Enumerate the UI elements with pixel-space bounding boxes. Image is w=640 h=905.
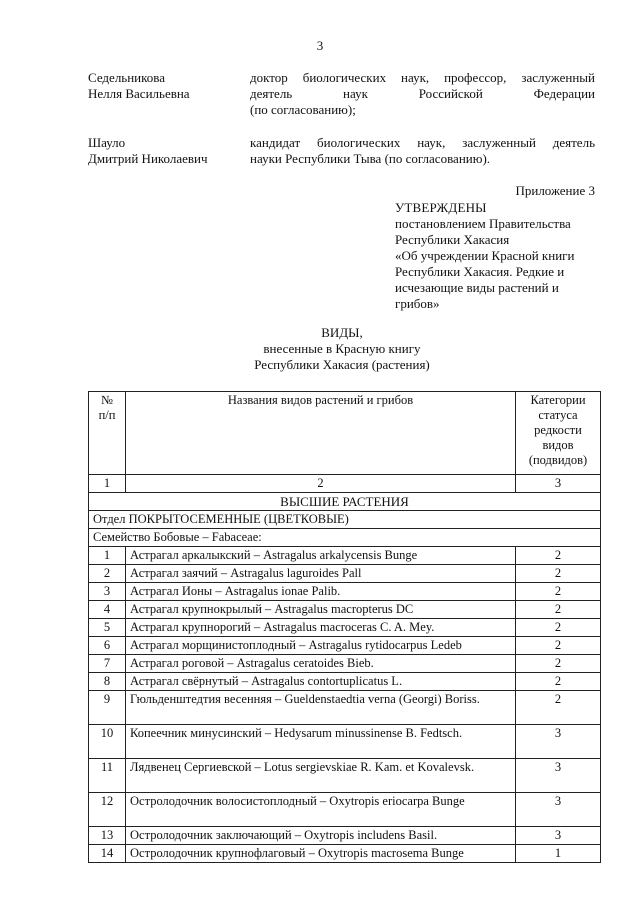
status-category: 2 bbox=[516, 655, 601, 673]
person-name bbox=[88, 70, 238, 102]
species-name: Астрагал морщинистоплодный – Astragalus rytidocarpus Ledeb bbox=[126, 637, 516, 655]
header-number bbox=[89, 392, 126, 475]
status-category: 1 bbox=[516, 845, 601, 863]
row-number: 8 bbox=[89, 673, 126, 691]
desc-line: деятель наук Российской Федерации bbox=[250, 86, 595, 101]
species-name: Копеечник минусинский – Hedysarum minussinense B. Fedtsch. bbox=[126, 725, 516, 759]
desc-line: (по согласованию); bbox=[250, 102, 356, 117]
status-category: 2 bbox=[516, 601, 601, 619]
species-name: Астрагал свёрнутый – Astragalus contortuplicatus L. bbox=[126, 673, 516, 691]
status-category: 3 bbox=[516, 827, 601, 845]
table-header-row bbox=[89, 392, 601, 475]
section-title: ВЫСШИЕ РАСТЕНИЯ bbox=[89, 493, 601, 511]
row-number: 4 bbox=[89, 601, 126, 619]
species-table bbox=[88, 391, 601, 863]
heading-line-2: внесенные в Красную книгу bbox=[263, 341, 421, 356]
column-number: 2 bbox=[126, 475, 516, 493]
table-row bbox=[89, 673, 601, 691]
row-number: 9 bbox=[89, 691, 126, 725]
species-name: Остролодочник заключающий – Oxytropis includens Basil. bbox=[126, 827, 516, 845]
division-title: Отдел ПОКРЫТОСЕМЕННЫЕ (ЦВЕТКОВЫЕ) bbox=[89, 511, 601, 529]
header-category-line: (подвидов) bbox=[528, 453, 588, 467]
person-surname: Седельникова bbox=[88, 70, 166, 85]
table-row bbox=[89, 691, 601, 725]
table-row bbox=[89, 619, 601, 637]
column-number-row bbox=[89, 475, 601, 493]
desc-line: науки Республики Тыва (по согласованию). bbox=[250, 151, 491, 166]
status-category: 2 bbox=[516, 637, 601, 655]
table-row bbox=[89, 759, 601, 793]
header-category-line: редкости bbox=[534, 423, 582, 437]
species-name: Астрагал крупнорогий – Astragalus macroceras C. A. Mey. bbox=[126, 619, 516, 637]
species-rows bbox=[89, 547, 601, 863]
species-name: Астрагал крупнокрылый – Astragalus macropterus DC bbox=[126, 601, 516, 619]
column-number: 1 bbox=[89, 475, 126, 493]
status-category: 3 bbox=[516, 725, 601, 759]
header-name: Названия видов растений и грибов bbox=[126, 392, 516, 475]
row-number: 2 bbox=[89, 565, 126, 583]
heading-line-3: Республики Хакасия (растения) bbox=[254, 357, 430, 372]
row-number: 6 bbox=[89, 637, 126, 655]
column-number: 3 bbox=[516, 475, 601, 493]
family-row bbox=[89, 529, 601, 547]
header-number-line: п/п bbox=[98, 408, 116, 422]
person-description bbox=[250, 135, 595, 167]
species-name: Остролодочник волосистоплодный – Oxytropis eriocarpa Bunge bbox=[126, 793, 516, 827]
table-row bbox=[89, 845, 601, 863]
header-category-line: статуса bbox=[538, 408, 578, 422]
document-heading bbox=[88, 325, 596, 373]
table-row bbox=[89, 725, 601, 759]
person-given-name: Нелля Васильевна bbox=[88, 86, 190, 101]
approval-line: грибов» bbox=[395, 296, 440, 311]
desc-line: кандидат биологических наук, заслуженный деятель bbox=[250, 135, 595, 150]
approval-line: Республики Хакасия bbox=[395, 232, 510, 247]
status-category: 3 bbox=[516, 759, 601, 793]
row-number: 13 bbox=[89, 827, 126, 845]
species-name: Астрагал роговой – Astragalus ceratoides Bieb. bbox=[126, 655, 516, 673]
person-name bbox=[88, 135, 238, 167]
table-row bbox=[89, 793, 601, 827]
approved-title: УТВЕРЖДЕНЫ bbox=[395, 200, 487, 215]
status-category: 2 bbox=[516, 673, 601, 691]
status-category: 2 bbox=[516, 619, 601, 637]
approval-line: исчезающие виды растений и bbox=[395, 280, 559, 295]
table-row bbox=[89, 547, 601, 565]
species-name: Лядвенец Сергиевской – Lotus sergievskiae R. Kam. et Kovalevsk. bbox=[126, 759, 516, 793]
row-number: 3 bbox=[89, 583, 126, 601]
person-description bbox=[250, 70, 595, 118]
table-row bbox=[89, 565, 601, 583]
desc-line: доктор биологических наук, профессор, заслуженный bbox=[250, 70, 595, 85]
table-row bbox=[89, 637, 601, 655]
row-number: 11 bbox=[89, 759, 126, 793]
species-name: Астрагал Ионы – Astragalus ionae Palib. bbox=[126, 583, 516, 601]
row-number: 12 bbox=[89, 793, 126, 827]
person-surname: Шауло bbox=[88, 135, 126, 150]
approval-block bbox=[395, 200, 600, 312]
family-title: Семейство Бобовые – Fabaceae: bbox=[89, 529, 601, 547]
status-category: 2 bbox=[516, 691, 601, 725]
row-number: 10 bbox=[89, 725, 126, 759]
table-row bbox=[89, 655, 601, 673]
species-name: Гюльденштедтия весенняя – Gueldenstaedtia verna (Georgi) Boriss. bbox=[126, 691, 516, 725]
species-name: Остролодочник крупнофлаговый – Oxytropis macrosema Bunge bbox=[126, 845, 516, 863]
row-number: 1 bbox=[89, 547, 126, 565]
status-category: 2 bbox=[516, 547, 601, 565]
header-category bbox=[516, 392, 601, 475]
heading-line-1: ВИДЫ, bbox=[321, 325, 363, 340]
species-name: Астрагал заячий – Astragalus laguroides Pall bbox=[126, 565, 516, 583]
person-given-name: Дмитрий Николаевич bbox=[88, 151, 208, 166]
status-category: 2 bbox=[516, 583, 601, 601]
approval-line: постановлением Правительства bbox=[395, 216, 571, 231]
division-row bbox=[89, 511, 601, 529]
table-row bbox=[89, 583, 601, 601]
species-name: Астрагал аркалыкский – Astragalus arkalycensis Bunge bbox=[126, 547, 516, 565]
header-number-line: № bbox=[101, 393, 113, 407]
header-category-line: видов bbox=[542, 438, 574, 452]
table-row bbox=[89, 601, 601, 619]
row-number: 7 bbox=[89, 655, 126, 673]
appendix-label: Приложение 3 bbox=[515, 183, 595, 198]
page-number: 3 bbox=[316, 38, 324, 53]
table-row bbox=[89, 827, 601, 845]
approval-line: «Об учреждении Красной книги bbox=[395, 248, 575, 263]
header-category-line: Категории bbox=[530, 393, 586, 407]
row-number: 5 bbox=[89, 619, 126, 637]
approval-line: Республики Хакасия. Редкие и bbox=[395, 264, 565, 279]
status-category: 3 bbox=[516, 793, 601, 827]
row-number: 14 bbox=[89, 845, 126, 863]
section-row bbox=[89, 493, 601, 511]
status-category: 2 bbox=[516, 565, 601, 583]
